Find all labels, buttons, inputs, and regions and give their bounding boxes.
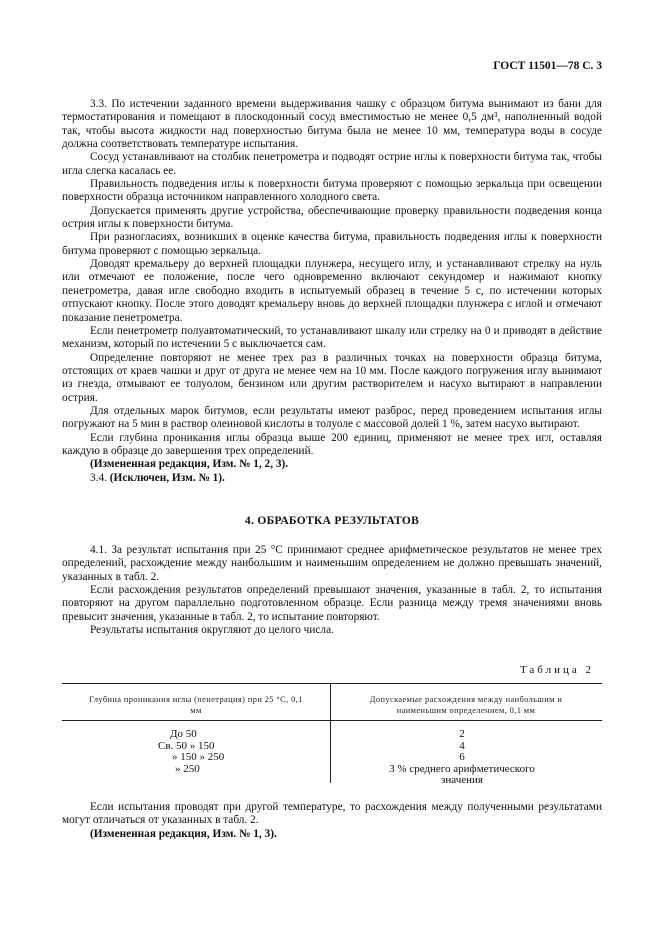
table-header-tolerance: Допускаемые расхождения между наибольшим и наименьшим определением, 0,1 мм (369, 695, 563, 715)
table-cell-tolerance: 4 (459, 739, 465, 752)
paragraph: Если расхождения результатов определений превышают значения, указанные в табл. 2, то испытания повторяют на другом параллельно подготовленном образце. Если разница между тремя значениями вновь превысит значения, указанные в табл. 2, то испытание повторяют. (62, 584, 602, 623)
table-cell-tolerance: 3 % среднего арифметического значения (389, 762, 535, 786)
section-title: 4. ОБРАБОТКА РЕЗУЛЬТАТОВ (244, 515, 420, 527)
table-cell-tolerance: 2 (459, 728, 465, 740)
paragraph: Для отдельных марок битумов, если результаты имеют разброс, перед проведением испытания иглы погружают на 5 мин в раствор олеиновой кислоты в толуоле с массовой долей 1 %, затем насухо вытирают. (62, 404, 602, 431)
paragraph: Допускается применять другие устройства, обеспечивающие проверку правильности подведения конца острия иглы к поверхности битума. (62, 204, 602, 231)
item-number: 3.4. (90, 471, 107, 484)
paragraph: Сосуд устанавливают на столбик пенетрометра и подводят острие иглы к поверхности битума так, чтобы игла слегка касалась ее. (62, 151, 602, 177)
edit-note: (Измененная редакция, Изм. № 1, 3). (90, 827, 277, 840)
section-3-text (62, 98, 602, 485)
table-cell-depth: Св. 50 » 150 (158, 739, 215, 752)
paragraph: Если пенетрометр полуавтоматический, то устанавливают шкалу или стрелку на 0 и приводят в действие механизм, который по истечении 5 с выключается сам. (62, 324, 602, 351)
paragraph: Если испытания проводят при другой температуре, то расхождения между полученными результатами могут отличаться от указанных в табл. 2. (62, 801, 602, 827)
table-cell-depth: » 250 (175, 762, 200, 775)
table-cell-depth: » 150 » 250 (172, 751, 225, 763)
table-header-depth: Глубина проникания иглы (пенетрация) при 25 °С, 0,1 мм (89, 695, 303, 715)
paragraph: 4.1. За результат испытания при 25 °С принимают среднее арифметическое результатов не менее трех определений, расхождение между наибольшим и наименьшим определением не должно превышать значений, указанных в табл. 2. (62, 544, 602, 583)
page-header: ГОСТ 11501—78 С. 3 (493, 60, 602, 72)
table-top-rule (62, 683, 602, 684)
item-status: (Исключен, Изм. № 1). (109, 471, 225, 484)
paragraph: Правильность подведения иглы к поверхности битума проверяют с помощью зеркальца при освещении поверхности образца источником направленного холодного света. (62, 178, 602, 204)
table-header-rule (62, 720, 602, 721)
paragraph: Результаты испытания округляют до целого числа. (90, 624, 334, 637)
table-column-divider (330, 683, 331, 783)
section-4-text (62, 544, 602, 637)
table-cell-tolerance: 6 (459, 751, 465, 763)
paragraph: Если глубина проникания иглы образца выше 200 единиц, применяют не менее трех игл, оставляя каждую в образце до завершения трех определений. (62, 431, 602, 457)
edit-note: (Измененная редакция, Изм. № 1, 2, 3). (90, 458, 289, 471)
table-caption: Таблица 2 (519, 664, 594, 676)
paragraph: 3.3. По истечении заданного времени выдерживания чашку с образцом битума вынимают из бани для термостатирования и помещают в плоскодонный сосуд вместимостью не менее 0,5 дм³, наполненный водой так, чтобы высота жидкости над поверхностью битума была не менее 10 мм, температура воды в сосуде должна соответствовать температуре испытания. (62, 98, 602, 151)
paragraph: Доводят кремальеру до верхней площадки плунжера, несущего иглу, и устанавливают стрелку на нуль или отмечают ее положение, после чего одновременно включают секундомер и нажимают кнопку пенетрометра, давая игле свободно входить в испытуемый образец в течение 5 с, по истечении которых отпускают кнопку. После этого доводят кремальеру вновь до верхней площадки плунжера с иглой и отмечают показание пенетрометра. (62, 258, 602, 324)
item-3-4 (62, 472, 602, 485)
paragraph: Определение повторяют не менее трех раз в различных точках на поверхности образца битума, отстоящих от краев чашки и друг от друга не менее чем на 10 мм. После каждого погружения иглу вынимают из гнезда, отмывают ее толуолом, бензином или другим растворителем и насухо вытирают в направлении острия. (62, 351, 602, 404)
closing-text (62, 801, 602, 841)
paragraph: При разногласиях, возникших в оценке качества битума, правильность подведения иглы к поверхности битума проверяют с помощью зеркальца. (62, 231, 602, 257)
table-cell-depth: До 50 (170, 728, 197, 740)
